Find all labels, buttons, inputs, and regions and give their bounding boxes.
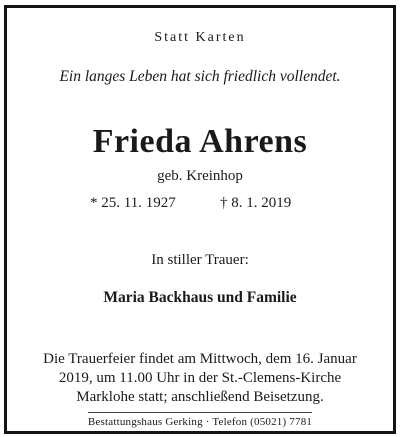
ceremony-line-3: Marklohe statt; anschließend Beisetzung. <box>76 389 324 405</box>
obituary-notice <box>4 5 396 434</box>
ceremony-line-2: 2019, um 11.00 Uhr in der St.-Clemens-Kirche <box>58 370 342 386</box>
birth-date: * 25. 11. 1927 <box>90 195 176 211</box>
death-date: † 8. 1. 2019 <box>220 195 292 211</box>
ceremony-info <box>7 350 393 407</box>
deceased-name: Frieda Ahrens <box>92 123 308 160</box>
life-dates <box>7 195 393 212</box>
ceremony-line-1: Die Trauerfeier findet am Mittwoch, dem 16. Januar <box>43 351 357 367</box>
motto-text: Ein langes Leben hat sich friedlich vollendet. <box>59 68 341 85</box>
funeral-home-contact: Bestattungshaus Gerking · Telefon (05021) 7781 <box>88 412 312 428</box>
mourning-label: In stiller Trauer: <box>151 252 249 268</box>
mourners-names: Maria Backhaus und Familie <box>103 289 297 306</box>
maiden-name: geb. Kreinhop <box>157 168 243 184</box>
header-text: Statt Karten <box>154 30 246 45</box>
footer <box>7 412 393 430</box>
